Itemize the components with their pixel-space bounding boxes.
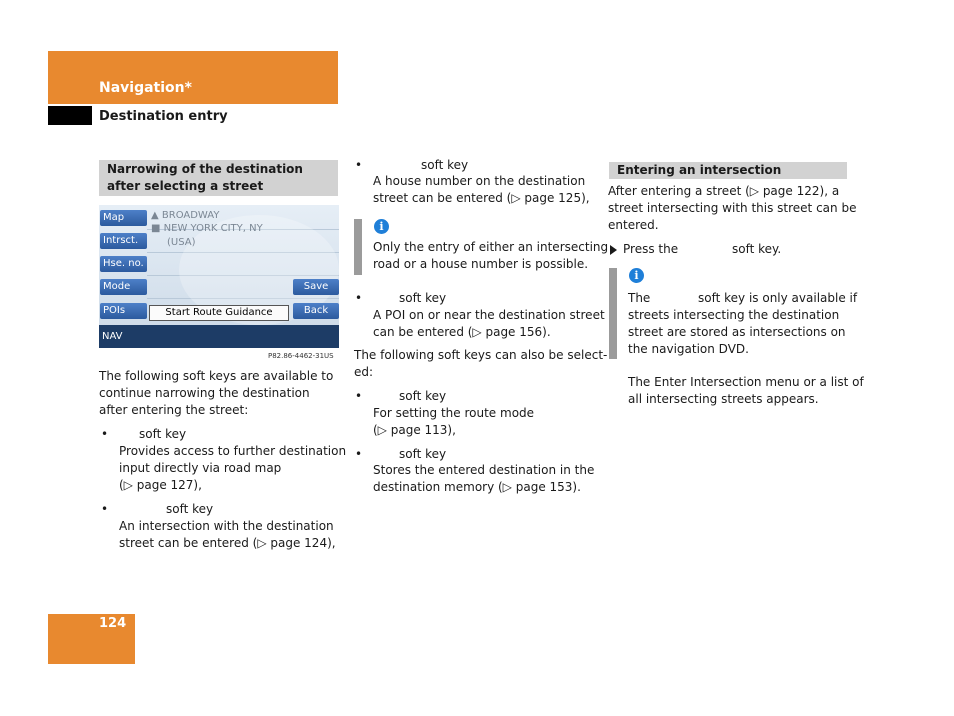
- bullet-mode-head: soft key: [399, 389, 447, 403]
- info-icon: i: [629, 268, 644, 283]
- nav-screen-image: [99, 205, 339, 348]
- bullet-intrsct-line: street can be entered (▷ page 124),: [119, 536, 336, 550]
- section-heading-intersection: [609, 162, 847, 179]
- note-bar: [609, 268, 617, 359]
- bullet-dot: •: [355, 158, 363, 172]
- screen-nav-bar: NAV: [99, 325, 339, 348]
- screen-btn-hse-no: Hse. no.: [100, 256, 147, 272]
- bullet-mode-line: (▷ page 113),: [373, 423, 456, 437]
- col1-intro: The following soft keys are available to continue narrowing the destination after entering the street:: [99, 369, 334, 417]
- screen-btn-start-route: Start Route Guidance: [149, 305, 289, 321]
- note3-line: the navigation DVD.: [628, 342, 749, 356]
- note-bar: [354, 219, 362, 275]
- screen-btn-back: Back: [293, 303, 339, 319]
- section-heading-text: Entering an intersection: [617, 163, 782, 177]
- screen-btn-mode: Mode: [100, 279, 147, 295]
- bullet-hseno-head: soft key: [421, 158, 469, 172]
- bullet-map-line: Provides access to further destination: [119, 444, 347, 458]
- col3-intro: street intersecting with this street can be: [608, 201, 857, 215]
- image-caption: P82.86-4462-31US: [268, 352, 334, 360]
- col3-intro: After entering a street (▷ page 122), a: [608, 184, 840, 198]
- result-line: The Enter Intersection menu or a list of: [628, 375, 864, 389]
- info-icon: i: [374, 219, 389, 234]
- bullet-pois-line: can be entered (▷ page 156).: [373, 325, 551, 339]
- result-line: all intersecting streets appears.: [628, 392, 819, 406]
- screen-address-country: (USA): [167, 237, 196, 248]
- screen-btn-save: Save: [293, 279, 339, 295]
- bullet-save-line: Stores the entered destination in the: [373, 463, 595, 477]
- bullet-map-head: soft key: [139, 427, 187, 441]
- bullet-pois-head: soft key: [399, 291, 447, 305]
- note-text: road or a house number is possible.: [373, 257, 589, 271]
- note3-line: streets intersecting the destination: [628, 308, 840, 322]
- bullet-save-head: soft key: [399, 447, 447, 461]
- triangle-right-icon: [610, 245, 617, 255]
- bullet-intrsct-line: An intersection with the destination: [119, 519, 334, 533]
- note3-line: street are stored as intersections on: [628, 325, 846, 339]
- bullet-dot: •: [101, 427, 109, 441]
- note-text: Only the entry of either an intersecting: [373, 240, 609, 254]
- col3-intro: entered.: [608, 218, 659, 232]
- screen-btn-intrsct: Intrsct.: [100, 233, 147, 249]
- note3-post: soft key is only available if: [698, 291, 858, 305]
- section-subtitle: Destination entry: [99, 109, 228, 124]
- bullet-dot: •: [355, 291, 363, 305]
- bullet-dot: •: [355, 447, 363, 461]
- page-number: 124: [99, 616, 127, 631]
- step-instruction: Press the: [610, 241, 678, 258]
- section-heading-narrowing: [99, 160, 338, 196]
- bullet-intrsct-head: soft key: [166, 502, 214, 516]
- screen-address-city: ■ NEW YORK CITY, NY: [151, 223, 263, 234]
- screen-address-street: ▲ BROADWAY: [151, 210, 220, 221]
- bullet-dot: •: [355, 389, 363, 403]
- also-text: The following soft keys can also be select-: [354, 348, 608, 362]
- bullet-hseno-line: A house number on the destination: [373, 174, 586, 188]
- header-marker: [48, 106, 92, 125]
- bullet-map-line: (▷ page 127),: [119, 478, 202, 492]
- chapter-title: Navigation*: [99, 80, 192, 96]
- header-band: [48, 51, 338, 104]
- screen-btn-pois: POIs: [100, 303, 147, 319]
- bullet-pois-line: A POI on or near the destination street: [373, 308, 605, 322]
- section-heading-text: Narrowing of the destination after selecting a street: [107, 162, 303, 193]
- screen-btn-map: Map: [100, 210, 147, 226]
- bullet-save-line: destination memory (▷ page 153).: [373, 480, 581, 494]
- bullet-map-line: input directly via road map: [119, 461, 282, 475]
- bullet-dot: •: [101, 502, 109, 516]
- also-text: ed:: [354, 365, 374, 379]
- bullet-mode-line: For setting the route mode: [373, 406, 535, 420]
- note3-pre: The: [628, 291, 651, 305]
- bullet-hseno-line: street can be entered (▷ page 125),: [373, 191, 590, 205]
- step-instruction-end: soft key.: [732, 242, 782, 256]
